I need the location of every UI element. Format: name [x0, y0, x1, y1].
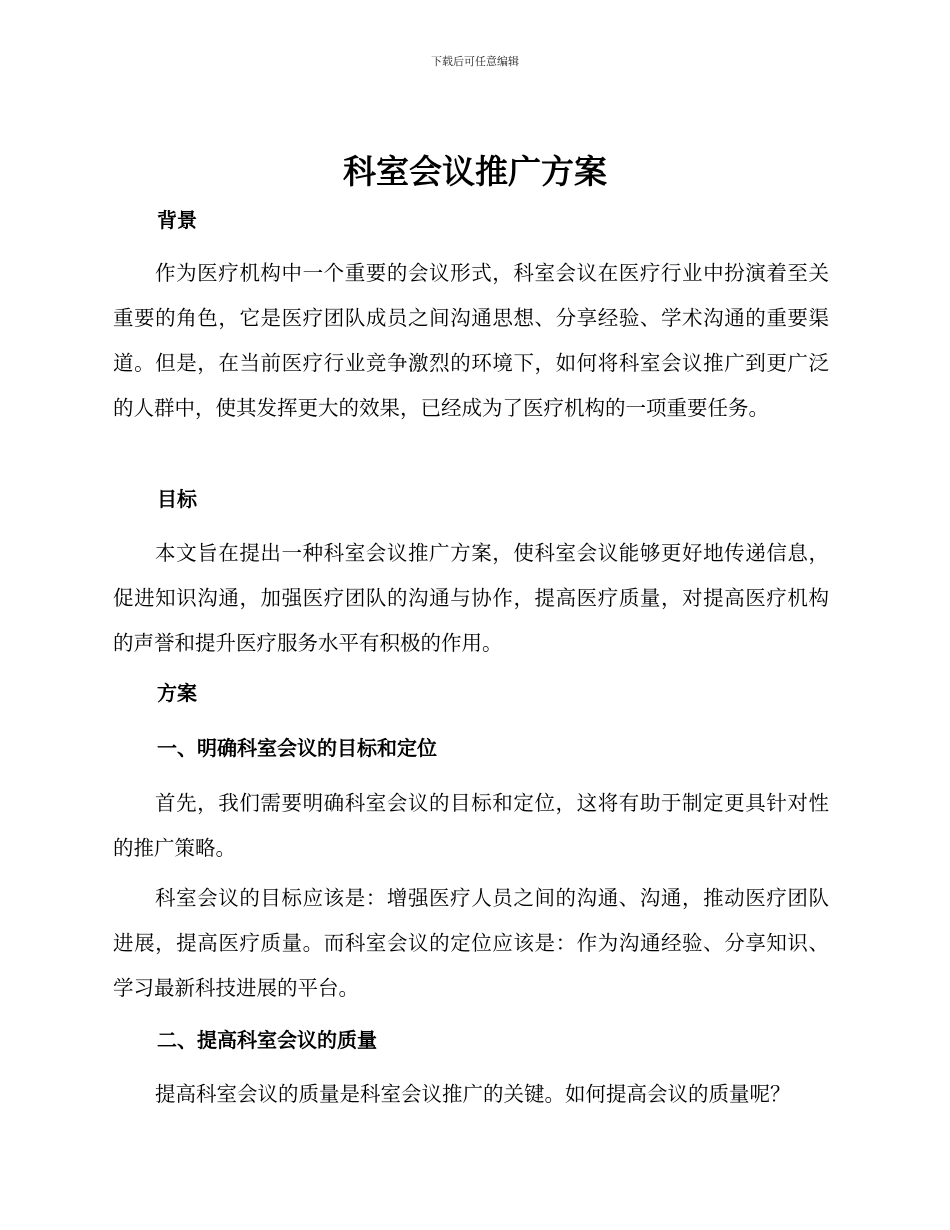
paragraph-background: 作为医疗机构中一个重要的会议形式，科室会议在医疗行业中扮演着至关重要的角色，它是医疗团队成员之间沟通思想、分享经验、学术沟通的重要渠道。但是，在当前医疗行业竞争激烈的环境下，如何将科室会议推广到更广泛的人群中，使其发挥更大的效果，已经成为了医疗机构的一项重要任务。: [113, 261, 829, 420]
paragraph-goal: 本文旨在提出一种科室会议推广方案，使科室会议能够更好地传递信息，促进知识沟通，加强医疗团队的沟通与协作，提高医疗质量，对提高医疗机构的声誉和提升医疗服务水平有积极的作用。: [113, 541, 829, 655]
paragraph-step1-b: 科室会议的目标应该是：增强医疗人员之间的沟通、沟通，推动医疗团队进展，提高医疗质量。而科室会议的定位应该是：作为沟通经验、分享知识、学习最新科技进展的平台。: [113, 886, 829, 1000]
section-heading-plan: 方案: [157, 681, 197, 705]
subsection-heading-step1: 一、明确科室会议的目标和定位: [157, 736, 437, 760]
section-heading-goal: 目标: [157, 487, 197, 511]
page-header-note: 下载后可任意编辑: [431, 55, 519, 68]
paragraph-step2: 提高科室会议的质量是科室会议推广的关键。如何提高会议的质量呢？: [155, 1082, 791, 1106]
section-heading-background: 背景: [157, 208, 197, 232]
subsection-heading-step2: 二、提高科室会议的质量: [157, 1028, 377, 1052]
paragraph-step1-a: 首先，我们需要明确科室会议的目标和定位，这将有助于制定更具针对性的推广策略。: [113, 791, 829, 860]
document-title: 科室会议推广方案: [343, 152, 607, 191]
